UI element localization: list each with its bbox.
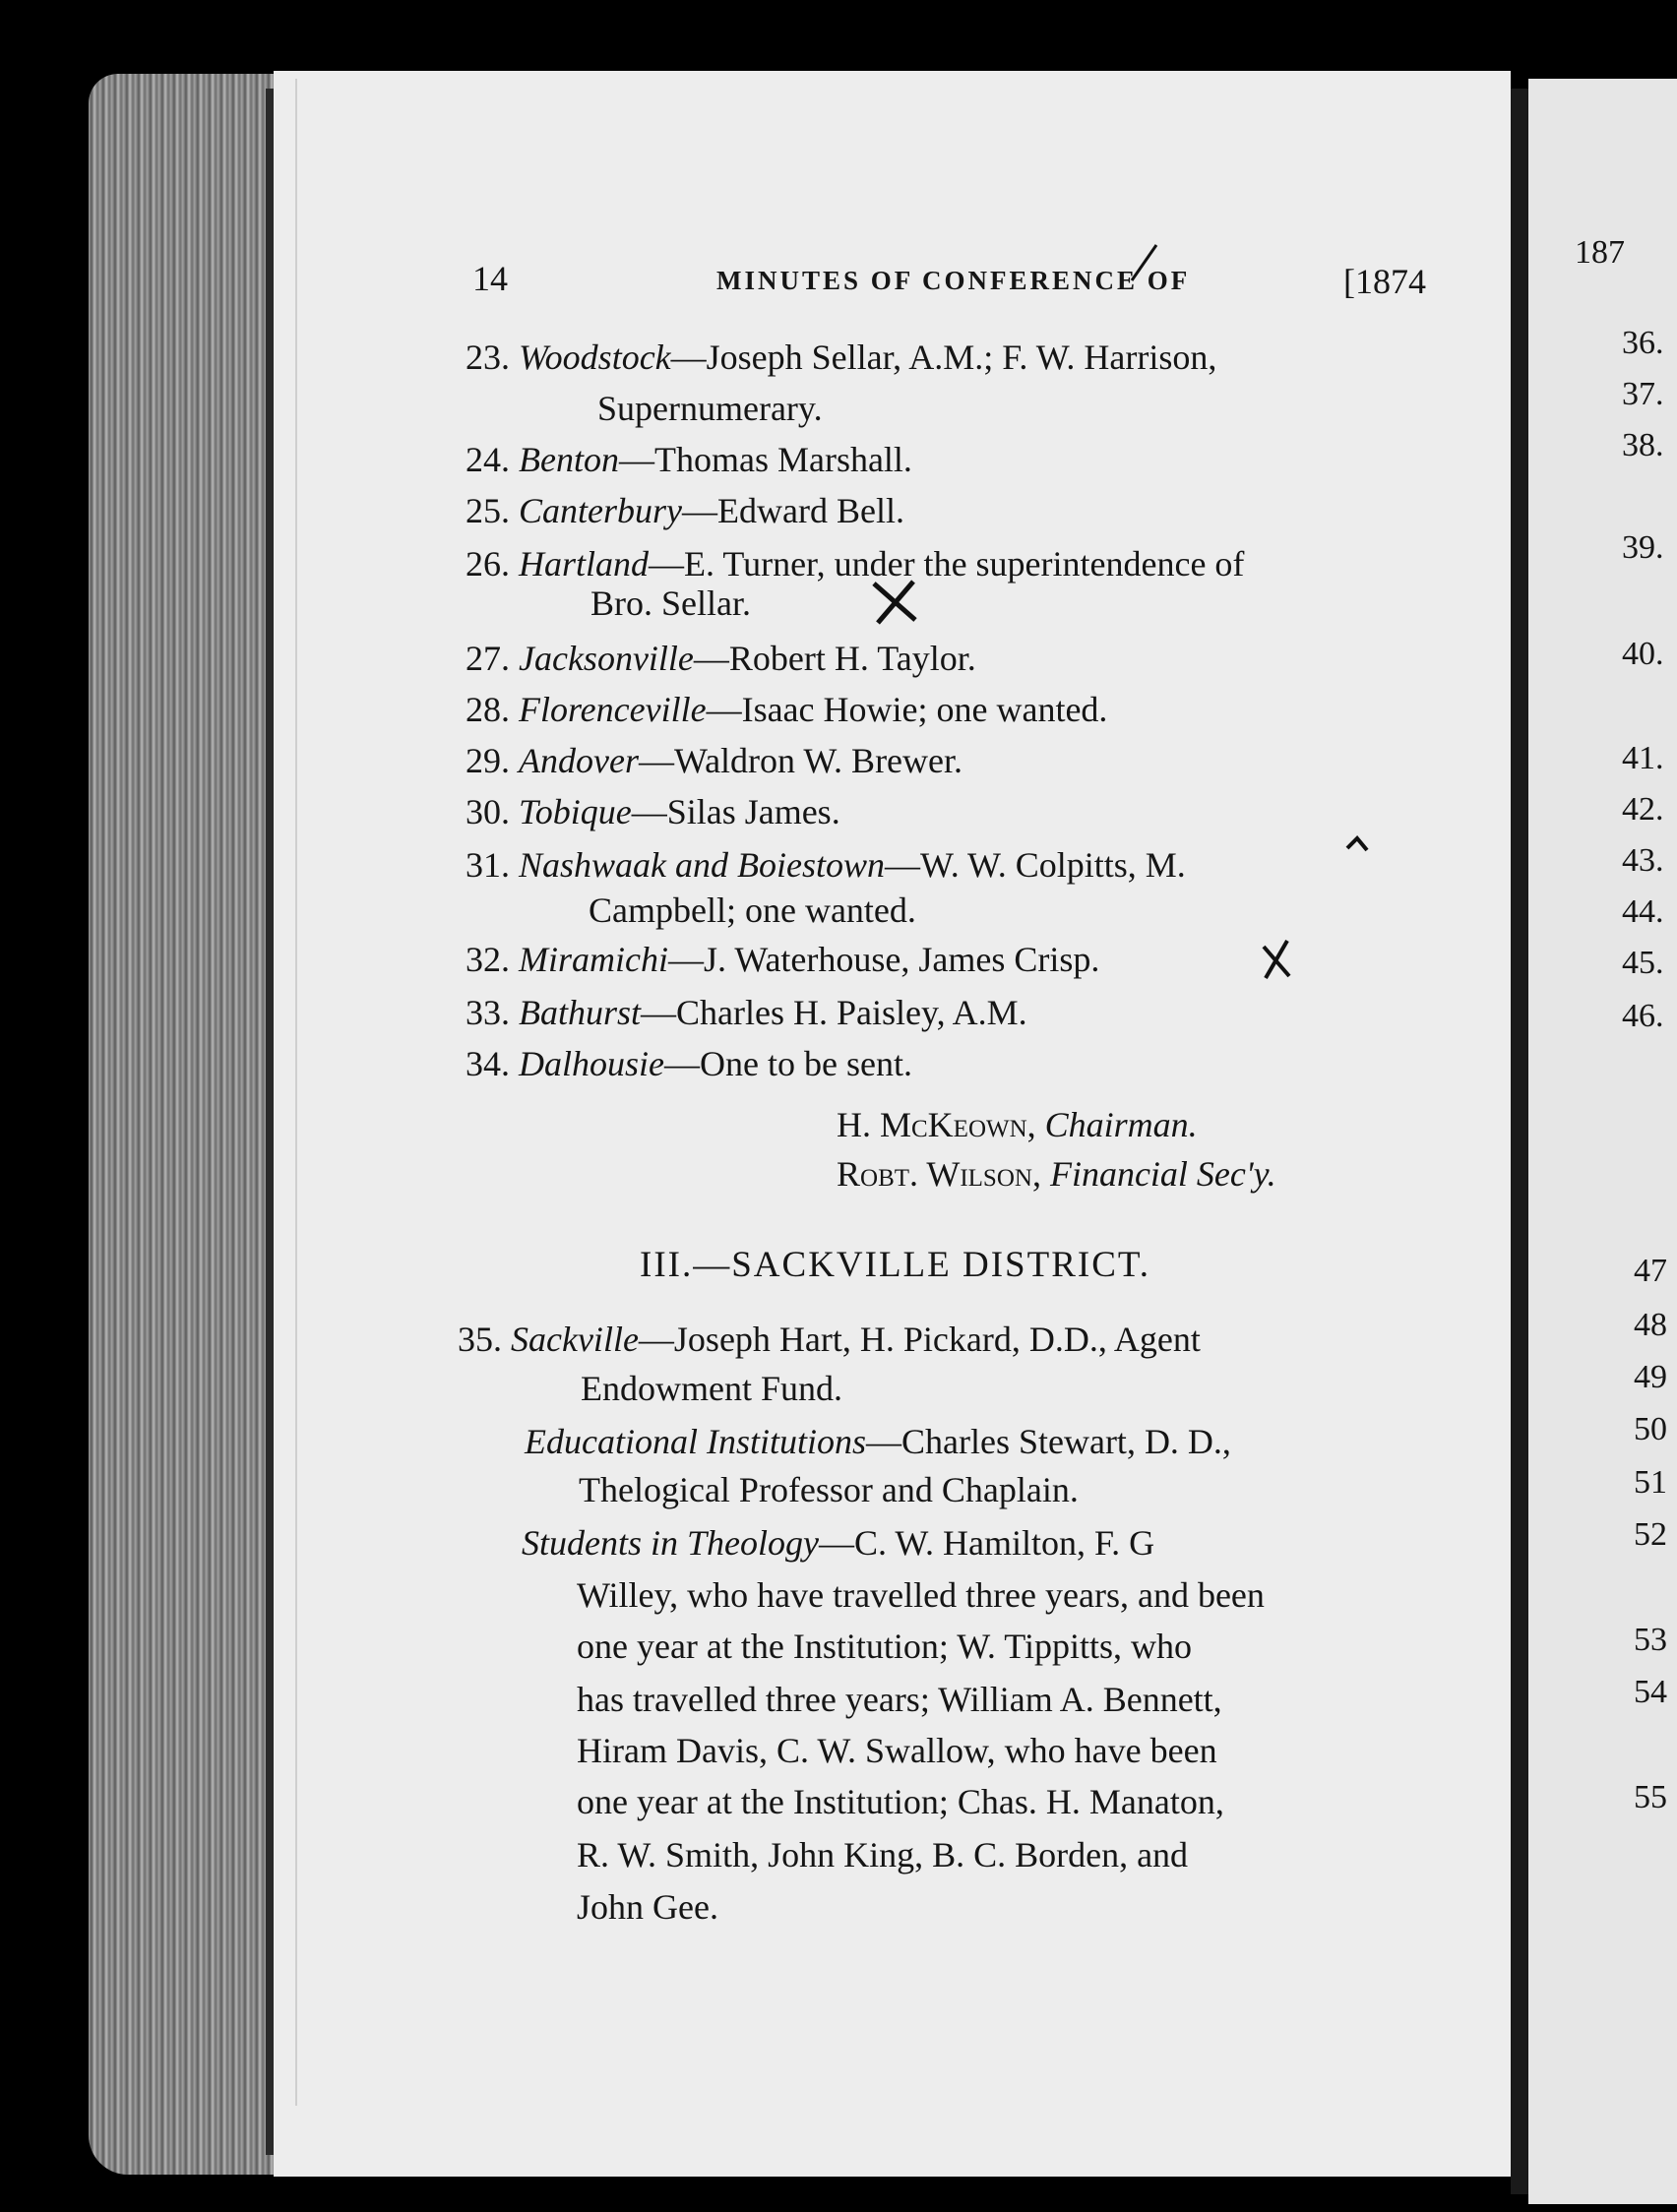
facing-num: 37. [1622, 376, 1664, 412]
facing-num: 43. [1622, 842, 1664, 879]
students-line-2: one year at the Institution; W. Tippitts, who [577, 1627, 1193, 1666]
signature-chairman: H. McKeown, Chairman. [837, 1105, 1198, 1144]
entry-31-cont: Campbell; one wanted. [589, 891, 916, 930]
facing-num: 38. [1622, 427, 1664, 463]
facing-num: 47 [1634, 1253, 1667, 1289]
entry-30: 30. Tobique—Silas James. [466, 792, 840, 831]
facing-num: 46. [1622, 998, 1664, 1034]
running-title: MINUTES OF CONFERENCE OF [716, 266, 1191, 295]
facing-num: 52 [1634, 1516, 1667, 1553]
facing-num: 42. [1622, 791, 1664, 828]
entry-25: 25. Canterbury—Edward Bell. [466, 491, 904, 530]
entry-35: 35. Sackville—Joseph Hart, H. Pickard, D.D., Agent [458, 1320, 1201, 1359]
facing-num: 40. [1622, 636, 1664, 672]
facing-num: 55 [1634, 1779, 1667, 1815]
facing-num: 49 [1634, 1359, 1667, 1395]
entry-26-cont: Bro. Sellar. [590, 584, 751, 623]
page-number: 14 [472, 259, 508, 298]
facing-num: 53 [1634, 1622, 1667, 1658]
entry-27: 27. Jacksonville—Robert H. Taylor. [466, 639, 976, 678]
facing-num: 45. [1622, 945, 1664, 981]
book-page-edges [89, 74, 276, 2175]
entry-31: 31. Nashwaak and Boiestown—W. W. Colpitts, M. [466, 845, 1186, 885]
facing-num: 39. [1622, 529, 1664, 566]
students-line-5: one year at the Institution; Chas. H. Manaton, [577, 1782, 1224, 1821]
handwritten-x-mark-2 [1258, 935, 1297, 984]
facing-num: 51 [1634, 1464, 1667, 1501]
students-line-6: R. W. Smith, John King, B. C. Borden, and [577, 1835, 1189, 1874]
facing-num: 54 [1634, 1674, 1667, 1710]
entry-33: 33. Bathurst—Charles H. Paisley, A.M. [466, 993, 1027, 1032]
handwritten-slash-mark [1122, 241, 1161, 285]
students-line-7: John Gee. [577, 1887, 718, 1927]
facing-num: 41. [1622, 740, 1664, 776]
running-year: [1874 [1343, 262, 1426, 301]
entry-28: 28. Florenceville—Isaac Howie; one wanted. [466, 690, 1108, 729]
educational-institutions-cont: Thelogical Professor and Chaplain. [579, 1470, 1079, 1509]
entry-26: 26. Hartland—E. Turner, under the superintendence of [466, 544, 1245, 584]
facing-num: 50 [1634, 1411, 1667, 1447]
entry-32: 32. Miramichi—J. Waterhouse, James Crisp. [466, 940, 1100, 979]
district-heading: III.—SACKVILLE DISTRICT. [640, 1245, 1151, 1285]
facing-num: 36. [1622, 325, 1664, 361]
students-line-4: Hiram Davis, C. W. Swallow, who have been [577, 1731, 1217, 1770]
students-in-theology: Students in Theology—C. W. Hamilton, F. G [522, 1523, 1155, 1563]
entry-35-cont: Endowment Fund. [581, 1369, 842, 1408]
educational-institutions: Educational Institutions—Charles Stewart, D. D., [525, 1422, 1231, 1461]
entry-24: 24. Benton—Thomas Marshall. [466, 440, 912, 479]
entry-34: 34. Dalhousie—One to be sent. [466, 1044, 912, 1083]
students-line-1: Willey, who have travelled three years, and been [577, 1575, 1265, 1615]
facing-num: 44. [1622, 893, 1664, 930]
book-gutter [1511, 89, 1528, 2194]
students-line-3: has travelled three years; William A. Bennett, [577, 1680, 1222, 1719]
entry-23: 23. Woodstock—Joseph Sellar, A.M.; F. W. Harrison, [466, 338, 1217, 377]
entry-23-cont: Supernumerary. [597, 389, 823, 428]
facing-page-header: 187 [1575, 234, 1625, 271]
page-margin-line [295, 79, 297, 2106]
facing-num: 48 [1634, 1307, 1667, 1343]
handwritten-caret-mark [1343, 834, 1373, 864]
handwritten-x-mark-1 [866, 576, 925, 630]
signature-secretary: Robt. Wilson, Financial Sec'y. [837, 1154, 1276, 1194]
entry-29: 29. Andover—Waldron W. Brewer. [466, 741, 963, 780]
